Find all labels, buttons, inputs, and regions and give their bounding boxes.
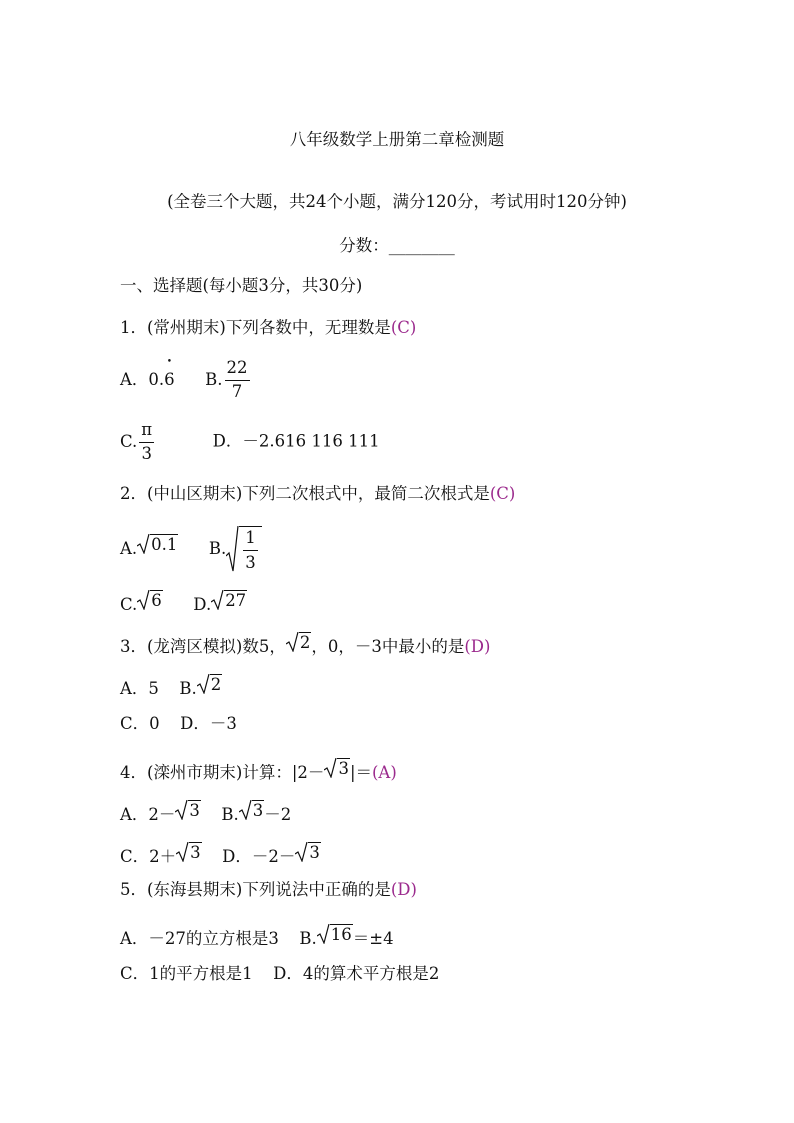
- answer-mark: (D): [464, 637, 491, 657]
- option-a: A. 0.1: [120, 534, 178, 558]
- option-d: D. 27: [193, 591, 247, 615]
- question-5-stem: [120, 882, 417, 899]
- question-1-options-ab: [120, 360, 252, 400]
- question-2-stem: [120, 486, 515, 503]
- sqrt-symbol: 16: [317, 924, 353, 944]
- question-3-options-ab: [120, 674, 222, 698]
- question-text: 2．(中山区期末)下列二次根式中，最简二次根式是: [120, 484, 490, 503]
- sqrt-symbol: 3: [295, 842, 321, 862]
- question-text: 5．(东海县期末)下列说法中正确的是: [120, 880, 391, 899]
- question-1-stem: [120, 320, 416, 337]
- sqrt-symbol: 3: [176, 842, 202, 862]
- section-title: 一、选择题(每小题3分，共30分): [120, 276, 363, 295]
- sqrt-symbol: [226, 526, 262, 572]
- sqrt-symbol: 6: [137, 590, 163, 610]
- question-4-options-cd: [120, 842, 321, 866]
- exam-info: (全卷三个大题，共24个小题，满分120分，考试用时120分钟): [167, 192, 627, 211]
- option-b: B. 16 ＝±4: [299, 925, 394, 949]
- fraction: $\frac{\pi}{3}$: [141, 420, 153, 463]
- option-a: A．2－ 3: [120, 801, 200, 825]
- option-d: D．－2－ 3: [222, 843, 320, 867]
- option-d-value: －2.616 116 111: [242, 431, 380, 451]
- sqrt-symbol: 3: [239, 800, 265, 820]
- option-c: C．0: [120, 714, 160, 733]
- sqrt-symbol: 2: [286, 632, 312, 652]
- question-4-options-ab: [120, 800, 291, 824]
- question-2-options-cd: [120, 590, 247, 614]
- option-c: C. 6: [120, 591, 162, 615]
- question-3-stem: 3．(龙湾区模拟)数5， 2 ，0，－3中最小的是(D): [120, 633, 491, 657]
- sqrt-symbol: 0.1: [137, 534, 178, 554]
- answer-mark: (A): [372, 763, 397, 783]
- question-5-options-ab: [120, 924, 394, 948]
- option-a: A．5: [120, 679, 159, 699]
- option-d: D．－3: [180, 714, 237, 733]
- sqrt-symbol: 3: [175, 800, 201, 820]
- option-b: B. $\frac{22}{7}$: [205, 358, 248, 401]
- question-4-stem: 4．(滦州市期末)计算：|2－ 3 |＝(A): [120, 759, 397, 783]
- option-d: D．: [212, 431, 243, 451]
- option-b: B. 3 －2: [221, 801, 292, 825]
- fraction: $\frac{22}{7}$: [226, 358, 248, 401]
- score-field: 分数：________: [339, 236, 455, 255]
- question-text: 1．(常州期末)下列各数中，无理数是: [120, 318, 391, 337]
- question-2-options-ab: [120, 526, 262, 572]
- option-b: B. $\frac{1}{3}$: [209, 539, 262, 558]
- option-a: A．－27的立方根是3: [120, 929, 279, 949]
- answer-mark: (D): [390, 880, 417, 899]
- question-1-options-cd: [120, 422, 380, 462]
- sqrt-symbol: 3: [324, 758, 350, 778]
- sqrt-symbol: 2: [197, 674, 223, 694]
- fraction: $\frac{1}{3}$: [245, 528, 256, 573]
- option-c: C．1的平方根是1: [120, 964, 253, 983]
- question-5-options-cd: [120, 966, 439, 983]
- option-d: D．4的算术平方根是2: [273, 964, 440, 983]
- question-3-options-cd: [120, 716, 237, 733]
- option-c: C．2＋ 3: [120, 843, 201, 867]
- answer-mark: (C): [489, 484, 516, 503]
- repeating-digit: • 6: [164, 372, 175, 389]
- answer-mark: (C): [390, 318, 417, 337]
- option-a: A．0.• 6: [120, 370, 175, 389]
- sqrt-symbol: 27: [211, 590, 247, 610]
- option-b: B. 2: [179, 675, 222, 699]
- page-title: 八年级数学上册第二章检测题: [289, 130, 505, 149]
- option-c: C. $\frac{\pi}{3}$: [120, 420, 153, 463]
